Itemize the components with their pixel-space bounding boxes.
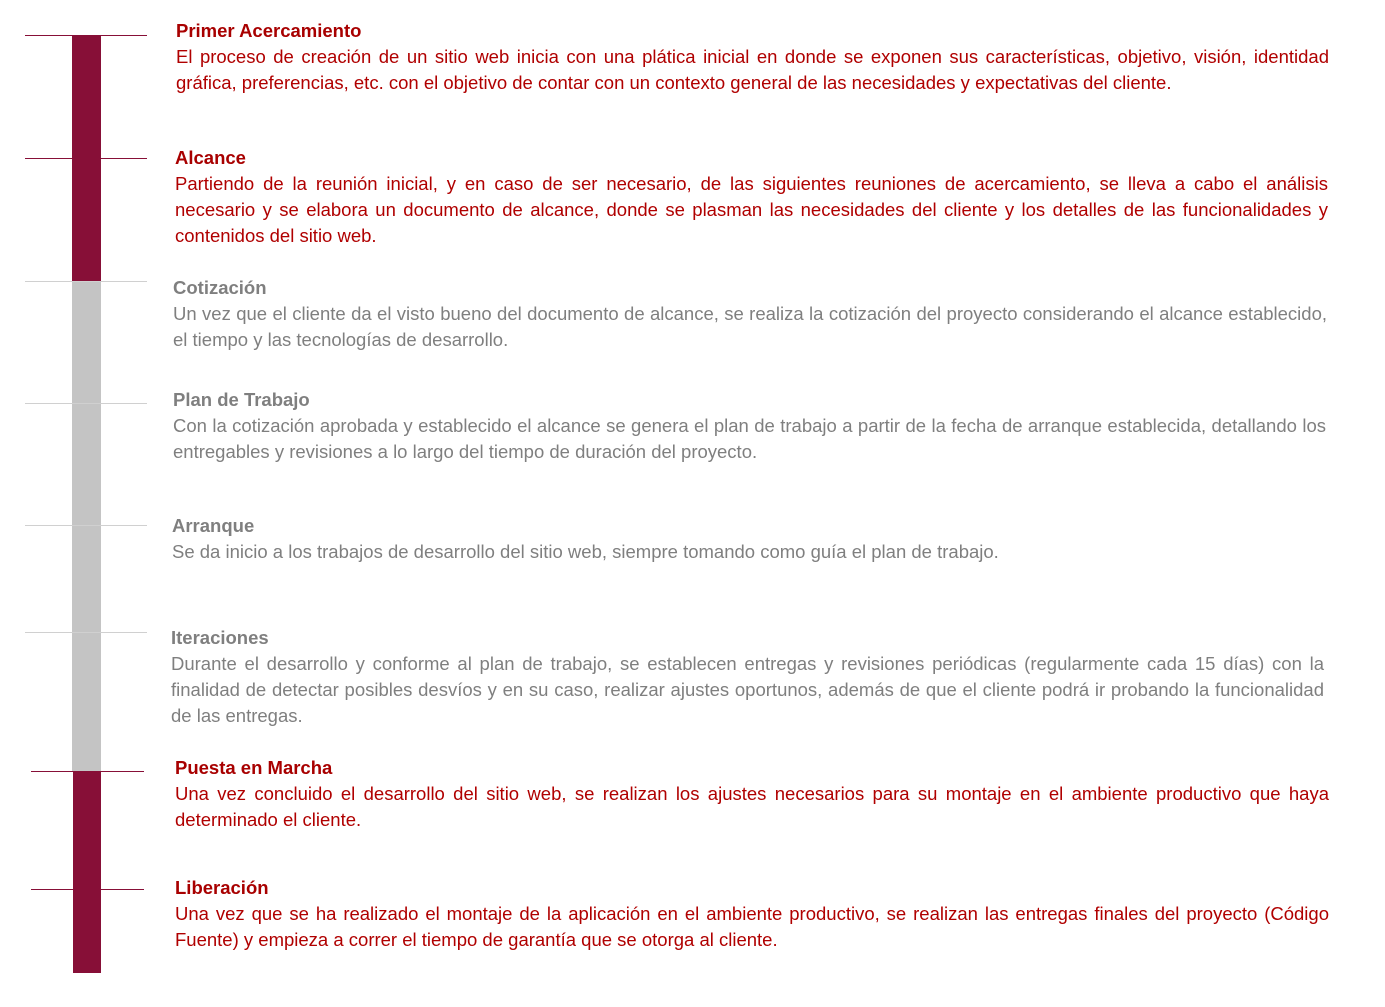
step-title: Primer Acercamiento [176,20,362,41]
step-title: Alcance [175,147,246,168]
step-arranque [172,513,1327,565]
timeline-tick-5 [25,525,147,526]
step-alcance [175,145,1328,249]
step-title: Cotización [173,277,267,298]
timeline-tick-8 [31,889,144,890]
step-iteraciones [171,625,1324,729]
timeline-tick-2 [25,158,147,159]
step-liberacion [175,875,1329,953]
step-description: Una vez que se ha realizado el montaje de la aplicación en el ambiente productivo, se realizan las entregas finales del proyecto (Código Fuente) y empieza a correr el tiempo de garantía que se otorga al cliente. [175,903,1329,950]
step-title: Plan de Trabajo [173,389,310,410]
step-title: Arranque [172,515,255,536]
timeline-tick-7 [31,771,144,772]
timeline-tick-3 [25,281,147,282]
timeline-bar-middle [72,281,101,771]
step-description: El proceso de creación de un sitio web inicia con una plática inicial en donde se exponen sus características, objetivo, visión, identidad gráfica, preferencias, etc. con el objetivo de contar con un contexto general de las necesidades y expectativas del cliente. [176,46,1329,93]
timeline-bar-bottom [73,771,101,973]
step-primer-acercamiento [176,18,1329,96]
step-title: Iteraciones [171,627,269,648]
step-plan-de-trabajo [173,387,1326,465]
step-description: Una vez concluido el desarrollo del sitio web, se realizan los ajustes necesarios para su montaje en el ambiente productivo que haya determinado el cliente. [175,783,1329,830]
step-description: Partiendo de la reunión inicial, y en caso de ser necesario, de las siguientes reuniones de acercamiento, se lleva a cabo el análisis necesario y se elabora un documento de alcance, donde se plasman las necesidades del cliente y los detalles de las funcionalidades y contenidos del sitio web. [175,173,1328,246]
step-title: Liberación [175,877,269,898]
step-title: Puesta en Marcha [175,757,333,778]
timeline-tick-6 [25,632,147,633]
step-description: Un vez que el cliente da el visto bueno del documento de alcance, se realiza la cotización del proyecto considerando el alcance establecido, el tiempo y las tecnologías de desarrollo. [173,303,1327,350]
step-description: Durante el desarrollo y conforme al plan de trabajo, se establecen entregas y revisiones periódicas (regularmente cada 15 días) con la finalidad de detectar posibles desvíos y en su caso, realizar ajustes oportunos, además de que el cliente podrá ir probando la funcionalidad de las entregas. [171,653,1324,726]
step-cotizacion [173,275,1327,353]
step-description: Con la cotización aprobada y establecido el alcance se genera el plan de trabajo a partir de la fecha de arranque establecida, detallando los entregables y revisiones a lo largo del tiempo de duración del proyecto. [173,415,1326,462]
timeline-tick-4 [25,403,147,404]
step-puesta-en-marcha [175,755,1329,833]
timeline-tick-1 [25,35,147,36]
step-description: Se da inicio a los trabajos de desarrollo del sitio web, siempre tomando como guía el plan de trabajo. [172,541,999,562]
